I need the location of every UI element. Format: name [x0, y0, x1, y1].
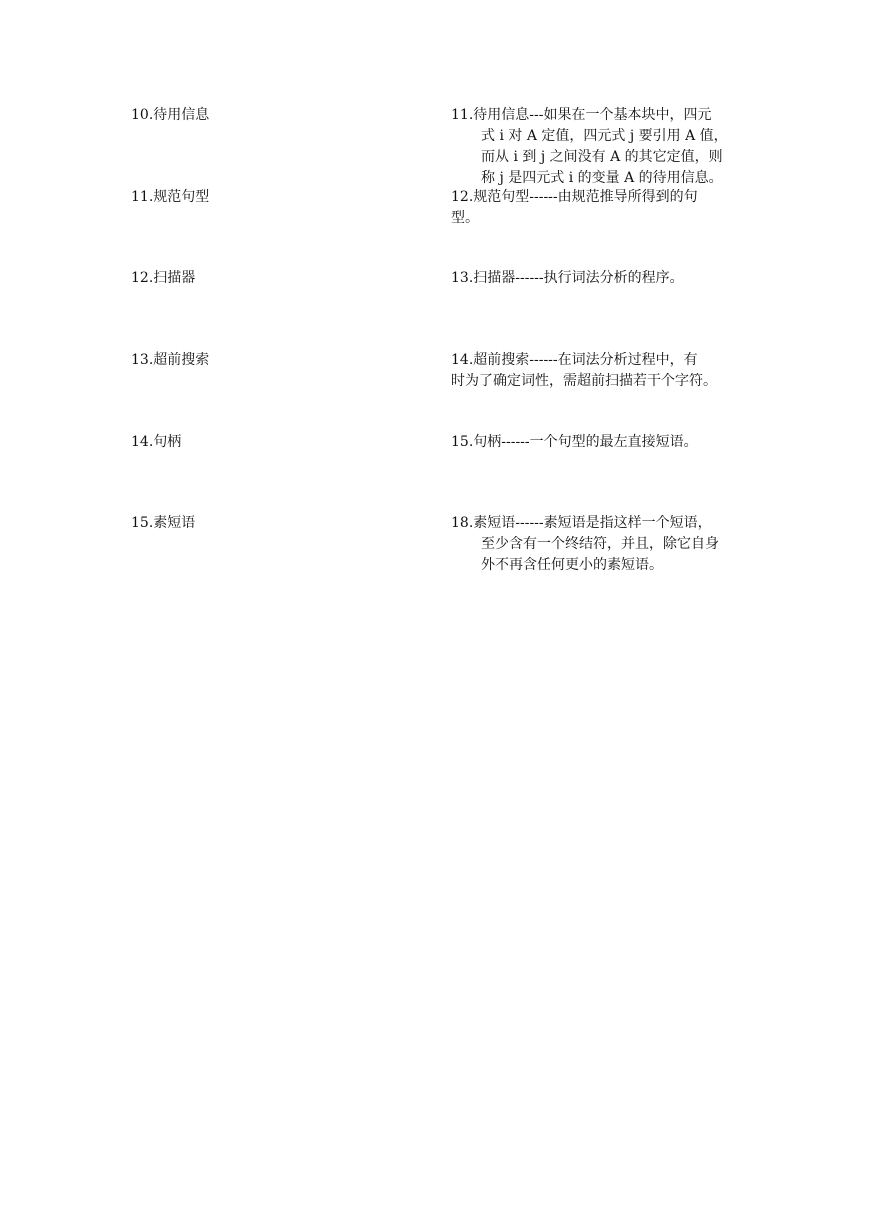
- term-definition: [451, 350, 751, 392]
- definition-line: 至少含有一个终结符，并且，除它自身: [481, 536, 719, 552]
- term-definition: [451, 105, 751, 189]
- definition-line: 而从 i 到 j 之间没有 A 的其它定值，则: [481, 149, 723, 165]
- term-definition: [451, 187, 751, 229]
- definition-line: 称 j 是四元式 i 的变量 A 的待用信息。: [481, 170, 723, 186]
- term-definition: [451, 268, 751, 289]
- definition-line: 15.句柄------一个句型的最左直接短语。: [451, 434, 698, 450]
- definition-line: 时为了确定词性，需超前扫描若干个字符。: [451, 373, 717, 389]
- definition-line: 11.待用信息---如果在一个基本块中，四元: [451, 107, 712, 123]
- term-label: 14.句柄: [131, 434, 182, 450]
- term-label: 12.扫描器: [131, 270, 196, 286]
- definition-line: 12.规范句型------由规范推导所得到的句: [451, 189, 698, 205]
- definition-line: 型。: [451, 210, 479, 226]
- definition-line: 13.扫描器------执行词法分析的程序。: [451, 270, 684, 286]
- term-label: 13.超前搜索: [131, 352, 210, 368]
- term-definition: [451, 432, 751, 453]
- term-label: 15.素短语: [131, 515, 196, 531]
- term-label: 10.待用信息: [131, 107, 210, 123]
- definition-line: 18.素短语------素短语是指这样一个短语，: [451, 515, 712, 531]
- term-definition: [451, 513, 751, 576]
- term-label: 11.规范句型: [131, 189, 210, 205]
- definition-line: 14.超前搜索------在词法分析过程中，有: [451, 352, 698, 368]
- definition-line: 式 i 对 A 定值，四元式 j 要引用 A 值，: [481, 128, 728, 144]
- definition-line: 外不再含任何更小的素短语。: [481, 557, 663, 573]
